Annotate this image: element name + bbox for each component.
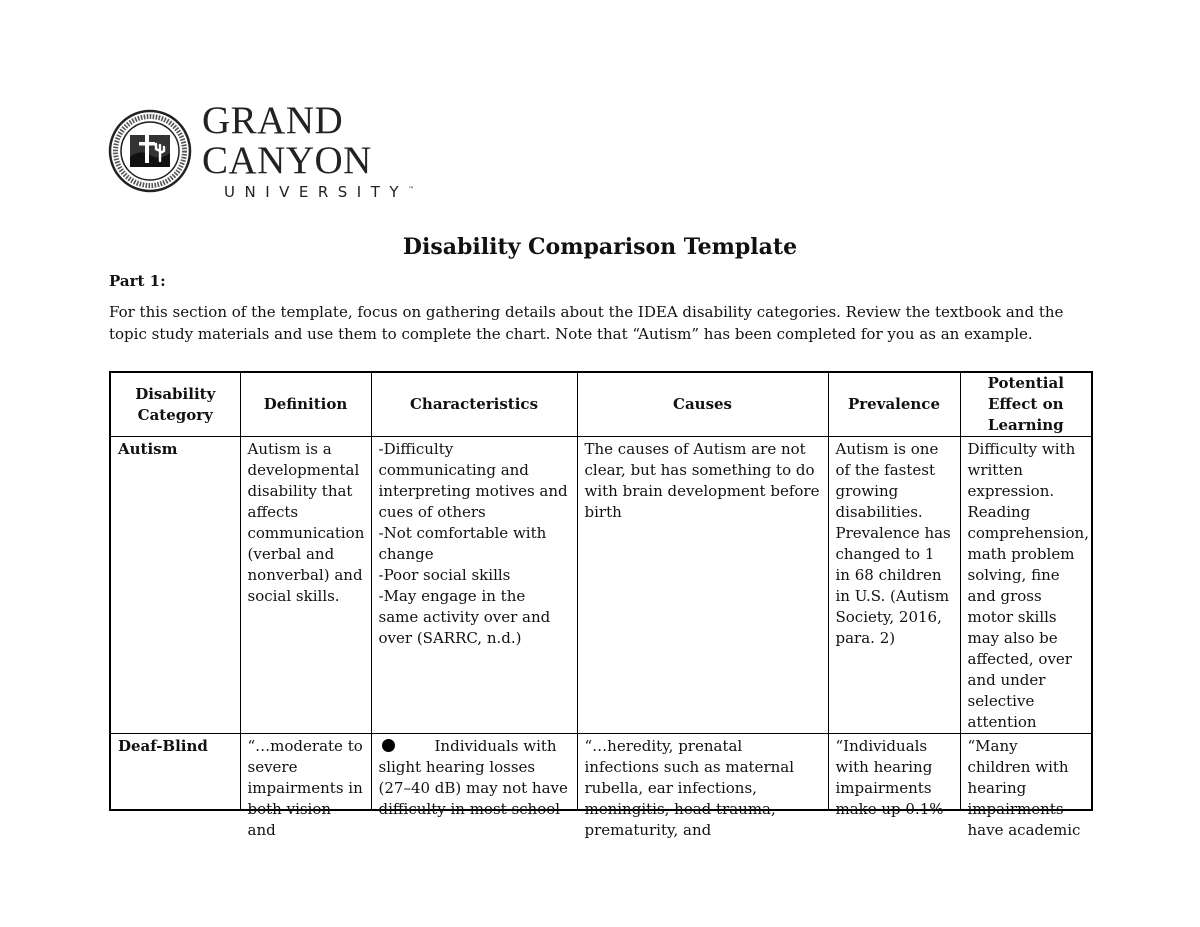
header-disability-category: Disability Category — [110, 372, 240, 437]
header-definition: Definition — [240, 372, 371, 437]
cell-characteristics: -Difficulty communicating and interpreting motives and cues of others -Not comfortable with change -Poor social skills -May engage in the same activity over and over (SARRC, n.d.) — [371, 437, 577, 734]
cell-category: Deaf-Blind — [110, 734, 240, 811]
logo-subtitle: UNIVERSITY™ — [224, 183, 415, 201]
header-characteristics: Characteristics — [371, 372, 577, 437]
header-prevalence: Prevalence — [828, 372, 960, 437]
document-title: Disability Comparison Template — [402, 234, 798, 260]
part-label: Part 1: — [109, 272, 166, 290]
cell-effect: “Many children with hearing impairments have academic — [960, 734, 1092, 811]
cell-definition: Autism is a developmental disability that affects communication (verbal and nonverbal) and social skills. — [240, 437, 371, 734]
table-row — [110, 437, 1092, 734]
intro-paragraph: For this section of the template, focus on gathering details about the IDEA disability categories. Review the textbook and the topic study materials and use them to complete the chart. Note that “Autism” has been completed for you as an example. — [109, 303, 1064, 343]
cell-causes: “…heredity, prenatal infections such as maternal rubella, ear infections, meningitis, head trauma, prematurity, and — [577, 734, 828, 811]
header-potential-effect: Potential Effect on Learning — [960, 372, 1092, 437]
table-header-row — [110, 372, 1092, 437]
university-logo — [108, 99, 478, 201]
university-seal-icon — [108, 109, 192, 193]
cell-category: Autism — [110, 437, 240, 734]
cell-effect: Difficulty with written expression. Reading comprehension, math problem solving, fine and gross motor skills may also be affected, over and under selective attention — [960, 437, 1092, 734]
cell-characteristics: Individuals with slight hearing losses (27–40 dB) may not have difficulty in most school — [371, 734, 577, 811]
cell-causes: The causes of Autism are not clear, but has something to do with brain development before birth — [577, 437, 828, 734]
disability-comparison-table — [109, 371, 1093, 839]
logo-wordmark — [202, 101, 478, 201]
table-row — [110, 734, 1092, 811]
bullet-icon — [382, 739, 395, 752]
cell-prevalence: Autism is one of the fastest growing disabilities. Prevalence has changed to 1 in 68 children in U.S. (Autism Society, 2016, para. 2) — [828, 437, 960, 734]
cell-definition: “…moderate to severe impairments in both vision and — [240, 734, 371, 811]
logo-name: GRAND CANYON — [202, 99, 372, 182]
cell-prevalence: “Individuals with hearing impairments make up 0.1% — [828, 734, 960, 811]
header-causes: Causes — [577, 372, 828, 437]
